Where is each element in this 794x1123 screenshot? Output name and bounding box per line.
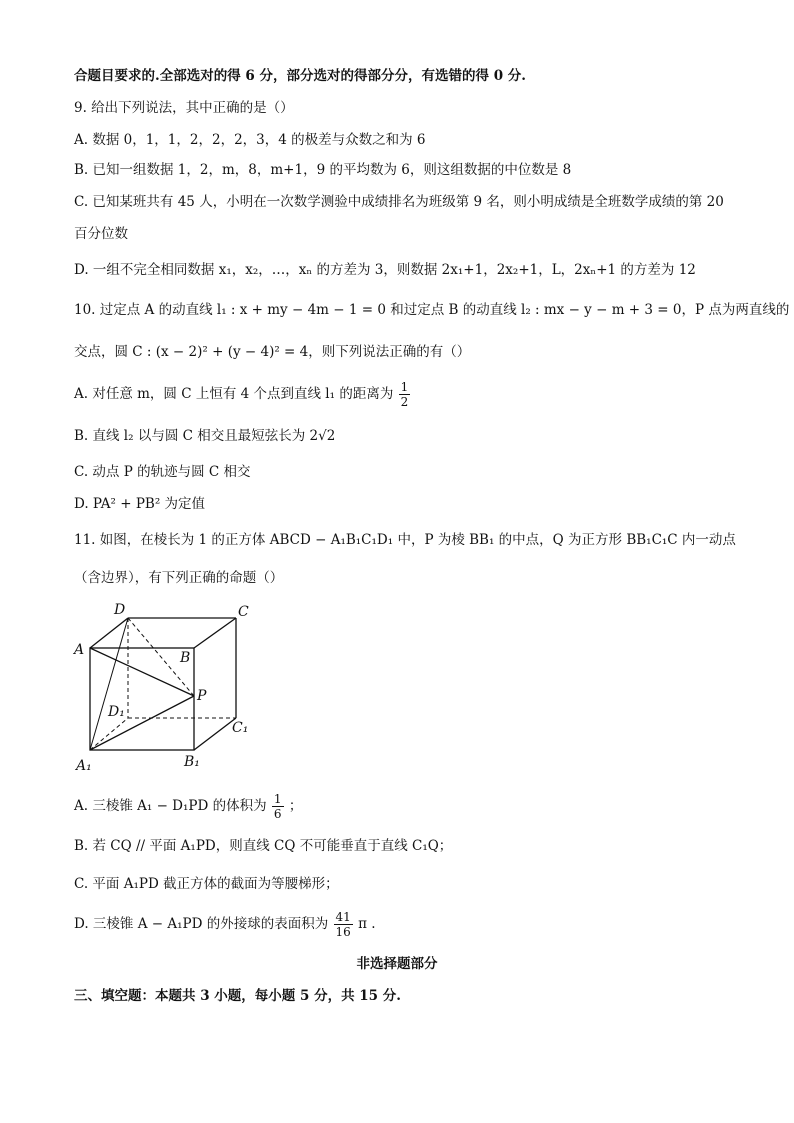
label-b: B (180, 650, 191, 666)
fraction-denominator: 16 (335, 925, 351, 939)
q11-option-d-tail: π . (358, 916, 376, 932)
label-p: P (197, 688, 207, 704)
q9-option-c-line1: C. 已知某班共有 45 人，小明在一次数学测验中成绩排名为班级第 9 名，则小明成绩是全班数学成绩的第 20 (74, 194, 724, 210)
q10-option-d: D. PA² + PB² 为定值 (74, 496, 206, 512)
q10-option-a-text: A. 对任意 m，圆 C 上恒有 4 个点到直线 l₁ 的距离为 (74, 386, 394, 402)
fraction-denominator: 2 (400, 395, 409, 409)
q11-option-d (74, 910, 376, 939)
q9-option-d: D. 一组不完全相同数据 x₁，x₂，…，xₙ 的方差为 3，则数据 2x₁+1，2x₂+1，L，2xₙ+1 的方差为 12 (74, 262, 696, 278)
fraction-numerator: 1 (400, 380, 409, 394)
q11-option-a (74, 792, 302, 821)
section-title: 非选择题部分 (356, 956, 438, 972)
q11-option-b: B. 若 CQ // 平面 A₁PD，则直线 CQ 不可能垂直于直线 C₁Q； (74, 838, 453, 854)
q10-option-c: C. 动点 P 的轨迹与圆 C 相交 (74, 464, 251, 480)
q10-option-a (74, 380, 411, 409)
q11-option-d-text: D. 三棱锥 A − A₁PD 的外接球的表面积为 (74, 916, 329, 932)
q11-stem-line2: （含边界），有下列正确的命题（） (74, 570, 284, 586)
q11-option-a-text: A. 三棱锥 A₁ − D₁PD 的体积为 (74, 798, 267, 814)
fraction-numerator: 1 (273, 792, 282, 806)
q11-option-a-fraction (272, 792, 284, 821)
label-a1: A₁ (76, 758, 92, 774)
q9-option-c-line2: 百分位数 (74, 226, 128, 242)
q11-option-c: C. 平面 A₁PD 截正方体的截面为等腰梯形； (74, 876, 339, 892)
q9-option-b: B. 已知一组数据 1，2，m，8，m+1，9 的平均数为 6，则这组数据的中位数是 8 (74, 162, 572, 178)
label-b1: B₁ (184, 754, 200, 770)
q11-stem-line1: 11. 如图，在棱长为 1 的正方体 ABCD − A₁B₁C₁D₁ 中，P 为棱 BB₁ 的中点，Q 为正方形 BB₁C₁C 内一动点 (74, 532, 736, 548)
q9-option-a: A. 数据 0，1，1，2，2，2，3，4 的极差与众数之和为 6 (74, 132, 426, 148)
q10-stem-line1: 10. 过定点 A 的动直线 l₁ : x + my − 4m − 1 = 0 和过定点 B 的动直线 l₂ : mx − y − m + 3 = 0，P 点为两直线的 (74, 302, 790, 318)
fraction-denominator: 6 (273, 807, 282, 821)
q11-option-d-fraction (334, 910, 353, 939)
q9-stem: 9. 给出下列说法，其中正确的是（） (74, 100, 294, 116)
part3-heading: 三、填空题：本题共 3 小题，每小题 5 分，共 15 分. (74, 988, 401, 1004)
label-d: D (114, 602, 126, 618)
label-c1: C₁ (232, 720, 249, 736)
cube-figure (70, 600, 260, 780)
label-d1: D₁ (108, 704, 125, 720)
q10-option-b: B. 直线 l₂ 以与圆 C 相交且最短弦长为 2√2 (74, 428, 336, 444)
q10-stem-line2: 交点，圆 C : (x − 2)² + (y − 4)² = 4，则下列说法正确的有（） (74, 344, 471, 360)
label-a: A (74, 642, 85, 658)
label-c: C (238, 604, 249, 620)
header-line: 合题目要求的.全部选对的得 6 分，部分选对的得部分分，有选错的得 0 分. (74, 68, 526, 84)
q11-option-a-tail: ； (288, 798, 303, 814)
fraction-numerator: 41 (335, 910, 351, 924)
q10-option-a-fraction (399, 380, 411, 409)
